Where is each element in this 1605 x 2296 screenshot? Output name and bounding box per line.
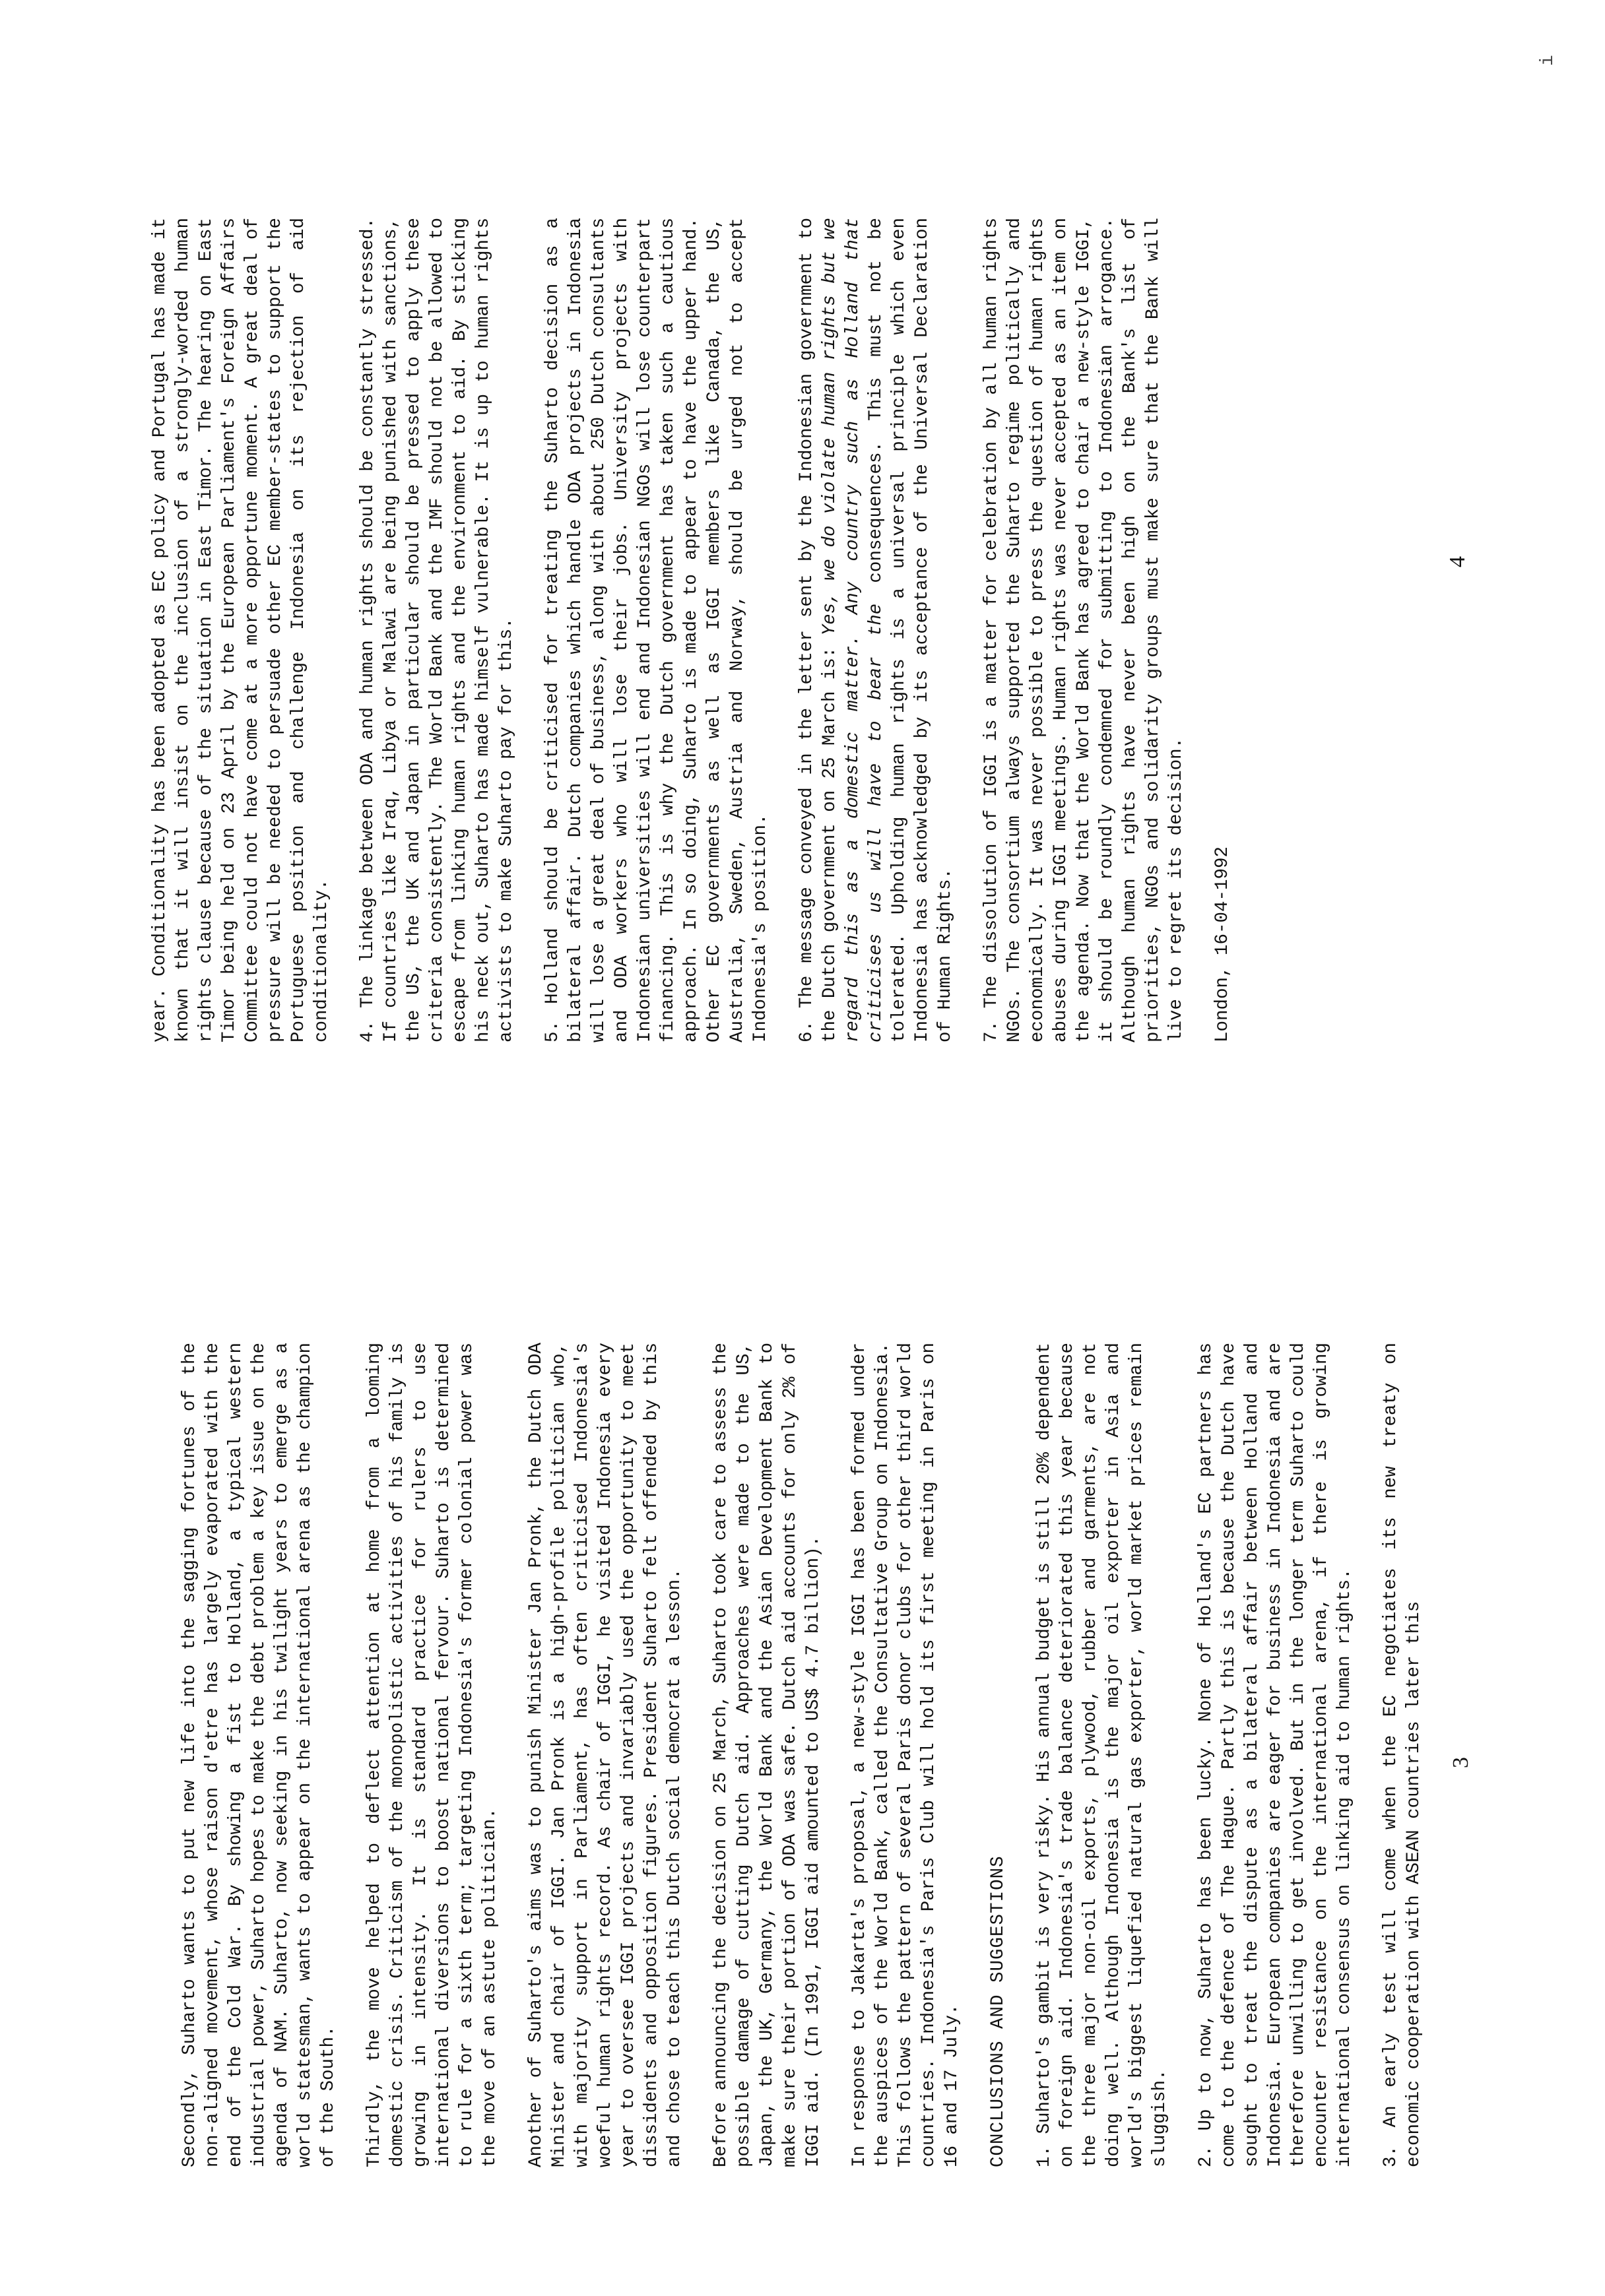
page-3 <box>0 1148 1605 2296</box>
page-number-3: 3 <box>1449 1757 1473 1768</box>
point-6-quote: Yes, we do violate human rights but we regard this as a domestic matter. Any country such as Holland that criticises us will have to bear the <box>820 218 886 1042</box>
point-4: 4. The linkage between ODA and human rights should be constantly stressed. If countries like Iraq, Libya or Malawi are being punished with sanctions, the US, the UK and Japan in particular should be pressed to apply these criteria consistently. The World Bank and the IMF should not be allowed to escape from linking human rights and the environment to aid. By sticking his neck out, Suharto has made himself vulnerable. It is up to human rights activists to make Suharto pay for this. <box>358 218 517 1042</box>
section-heading: CONCLUSIONS AND SUGGESTIONS <box>988 1855 1008 2167</box>
point-5: 5. Holland should be criticised for treating the Suharto decision as a bilateral affair. Dutch companies which handle ODA projects in Indonesia will lose a great deal of business, along with about 250 Dutch consultants and ODA workers who will lose their jobs. University projects with Indonesian universities will end and Indonesian NGOs will lose counterpart financing. This is why the Dutch government has taken such a cautious approach. In so doing, Suharto is made to appear to have the upper hand. Other EC governments as well as IGGI members like Canada, the US, Australia, Sweden, Austria and Norway, should be urged not to accept Indonesia's position. <box>542 218 771 1042</box>
point-3-continued: year. Conditionality has been adopted as EC policy and Portugal has made it known that it will insist on the inclusion of a strongly-worded human rights clause because of the situation in East Timor. The hearing on East Timor being held on 23 April by the European Parliament's Foreign Affairs Committee could not have come at a more opportune moment. A great deal of pressure will be needed to persuade other EC member-states to support the Portuguese position and challenge Indonesia on its rejection of aid conditionality. <box>150 218 332 1042</box>
point-2: 2. Up to now, Suharto has been lucky. None of Holland's EC partners has come to the defence of The Hague. Partly this is because the Dutch have sought to treat the dispute as a bilateral affair between Holland and Indonesia. European companies are eager for business in Indonesia and are therefore unwilling to get involved. But in the longer term Suharto could encounter resistance on the international arena, if there is growing international consensus on linking aid to human rights. <box>1196 1343 1355 2167</box>
page-number-4: 4 <box>1445 556 1470 567</box>
paragraph-pronk: Another of Suharto's aims was to punish Minister Jan Pronk, the Dutch ODA Minister and chair of IGGI. Jan Pronk is a high-profile politician who, with majority support in Parliament, has often criticised Indonesia's woeful human rights record. As chair of IGGI, he visited Indonesia every year to oversee IGGI projects and invariably used the opportunity to meet dissidents and opposition figures. President Suharto felt offended by this and chose to teach this Dutch social democrat a lesson. <box>526 1343 685 2167</box>
paragraph-secondly: Secondly, Suharto wants to put new life into the sagging fortunes of the non-aligned movement, whose raison d'etre has largely evaporated with the end of the Cold War. By showing a fist to Holland, a typical western industrial power, Suharto hopes to make the debt problem a key issue on the agenda of NAM. Suharto, now seeking in his twilight years to emerge as a world statesman, wants to appear on the international arena as the champion of the South. <box>180 1343 339 2167</box>
paragraph-thirdly: Thirdly, the move helped to deflect attention at home from a looming domestic crisis. Criticism of the monopolistic activities of his family is growing in intensity. It is standard practice for rulers to use international diversions to boost national fervour. Suharto is determined to rule for a sixth term; targeting Indonesia's former colonial power was the move of an astute politician. <box>364 1343 500 2167</box>
page-3-text-column <box>178 1343 1449 2167</box>
point-1: 1. Suharto's gambit is very risky. His annual budget is still 20% dependent on foreign aid. Indonesia's trade balance deteriorated this year because the three major non-oil exports, plywood, rubber and garments, are not doing well. Although Indonesia is the major oil exporter in Asia and world's biggest liquefied natural gas exporter, world market prices remain sluggish. <box>1034 1343 1170 2167</box>
point-6-start: 6. The message conveyed in the letter sent by the Indonesian government to the Dutch government on 25 March is: <box>797 218 840 1042</box>
page-4-text-column <box>148 218 1257 1042</box>
point-6 <box>795 218 957 1042</box>
point-6-end: consequences. This must not be tolerated. Upholding human rights is a universal principle which even Indonesia has acknowledged by its acceptance of the Universal Declaration of Human Rights. <box>866 218 956 1042</box>
point-7: 7. The dissolution of IGGI is a matter for celebration by all human rights NGOs. The consortium always supported the Suharto regime politically and economically. It was never possible to press the question of human rights abuses during IGGI meetings. Human rights was never accepted as an item on the agenda. Now that the World Bank has agreed to chair a new-style IGGI, it should be roundly condemned for submitting to Indonesian arrogance. Although human rights have never been high on the Bank's list of priorities, NGOs and solidarity groups must make sure that the Bank will live to regret its decision. <box>981 218 1187 1042</box>
point-3-start: 3. An early test will come when the EC negotiates its new treaty on economic cooperation with ASEAN countries later this <box>1381 1343 1424 2167</box>
scan-mark: i <box>1538 55 1558 66</box>
paragraph-new-style-iggi: In response to Jakarta's proposal, a new-style IGGI has been formed under the auspices of the World Bank, called the Consultative Group on Indonesia. This follows the pattern of several Paris donor clubs for other third world countries. Indonesia's Paris Club will hold its first meeting in Paris on 16 and 17 July. <box>849 1343 962 2167</box>
paragraph-before-announcing: Before announcing the decision on 25 March, Suharto took care to assess the possible damage of cutting Dutch aid. Approaches were made to the US, Japan, the UK, Germany, the World Bank and the Asian Development Bank to make sure their portion of ODA was safe. Dutch aid accounts for only 2% of IGGI aid. (In 1991, IGGI aid amounted to US$ 4.7 billion). <box>711 1343 824 2167</box>
signoff: London, 16-04-1992 <box>1212 846 1233 1042</box>
